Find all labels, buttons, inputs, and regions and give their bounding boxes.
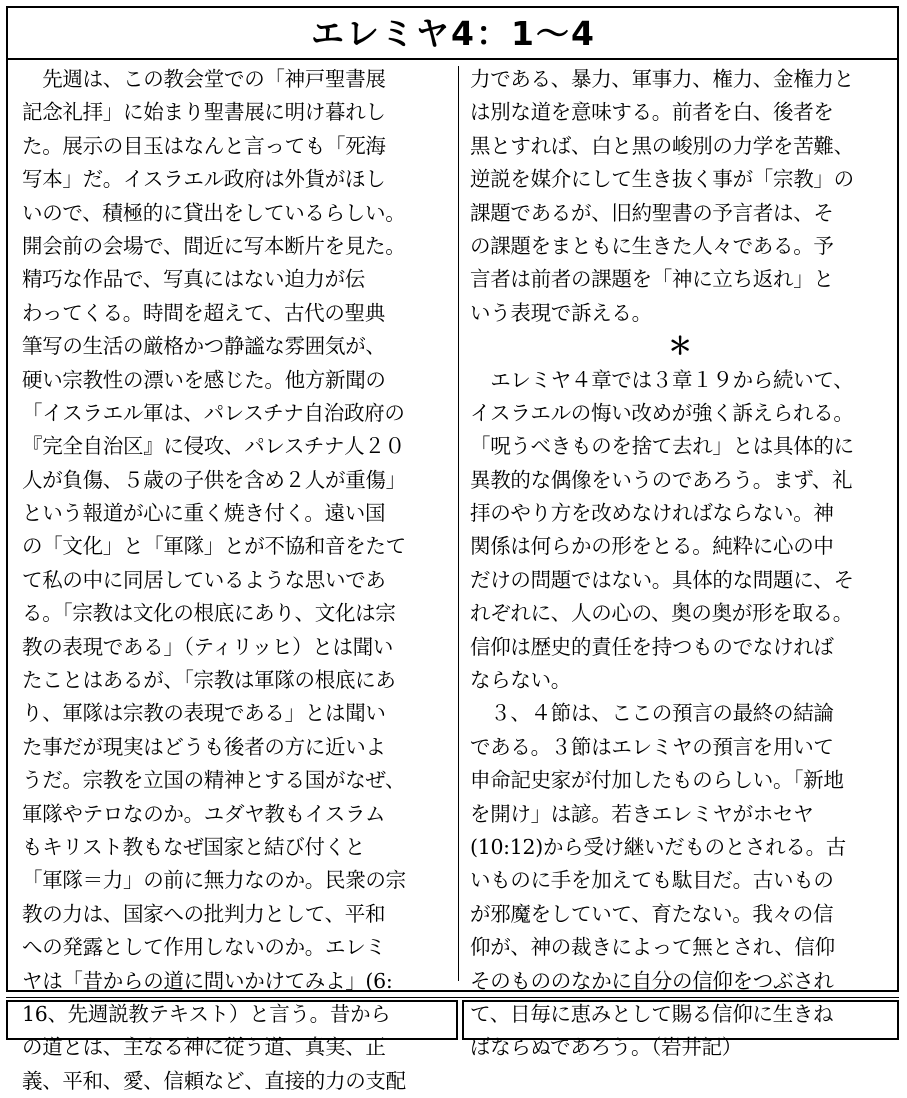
- text-line: たことはあるが、「宗教は軍隊の根底にあ: [22, 668, 396, 693]
- text-line: わってくる。時間を超えて、古代の聖典: [22, 300, 385, 325]
- text-line: 精巧な作品で、写真にはない迫力が伝: [22, 267, 365, 292]
- text-line: 軍隊やテロなのか。ユダヤ教もイスラム: [22, 801, 386, 826]
- text-line: 言者は前者の課題を「神に立ち返れ」と: [470, 267, 834, 292]
- text-line: 仰が、神の裁きによって無とされ、信仰: [470, 935, 835, 960]
- text-line: 『完全自治区』に侵攻、パレスチナ人２０: [22, 434, 405, 459]
- text-line: 「軍隊＝力」の前に無力なのか。民衆の宗: [22, 868, 406, 893]
- text-line: 開会前の会場で、間近に写本断片を見た。: [22, 233, 406, 258]
- text-line: うだ。宗教を立国の精神とする国がなぜ、: [22, 768, 406, 793]
- text-line: 記念礼拝」に始まり聖書展に明け暮れし: [22, 100, 386, 125]
- text-line: という報道が心に重く焼き付く。遠い国: [22, 501, 386, 526]
- next-article-box-left: [6, 1000, 458, 1040]
- text-line: 人が負傷、５歳の子供を含め２人が重傷」: [22, 467, 406, 492]
- text-line: いう表現で訴える。: [470, 300, 652, 325]
- column-divider: [458, 66, 459, 981]
- text-line: た。展示の目玉はなんと言っても「死海: [22, 133, 386, 158]
- text-line: への発露として作用しないのか。エレミ: [22, 935, 386, 960]
- left-column: [22, 63, 452, 1098]
- text-line: 力である、暴力、軍事力、権力、金権力と: [470, 67, 854, 91]
- text-line: ならない。: [470, 668, 571, 693]
- text-line: ３、４節は、ここの預言の最終の結論: [470, 701, 834, 726]
- section-separator: ＊: [668, 332, 692, 361]
- text-line: を開け」は諺。若きエレミヤがホセヤ: [470, 801, 814, 826]
- text-line: そのもののなかに自分の信仰をつぶされ: [470, 968, 834, 993]
- text-line: て、日毎に恵みとして賜る信仰に生きね: [470, 1001, 834, 1026]
- text-line: た事だが現実はどうも後者の方に近いよ: [22, 734, 386, 759]
- text-line: の課題をまともに生きた人々である。予: [470, 233, 834, 258]
- next-article-box-right: [462, 1000, 899, 1040]
- text-line: 「呪うべきものを捨て去れ」とは具体的に: [470, 434, 854, 459]
- text-line: 異教的な偶像をいうのであろう。まず、礼: [470, 467, 853, 492]
- title-rule: [8, 58, 899, 60]
- text-line: 関係は何らかの形をとる。純粋に心の中: [470, 534, 834, 559]
- right-column: [470, 63, 890, 1065]
- text-line: もキリスト教もなぜ国家と結び付くと: [22, 834, 365, 859]
- text-line: ヤは「昔からの道に問いかけてみよ」(6:: [22, 968, 393, 993]
- text-line: 教の力は、国家への批判力として、平和: [22, 901, 386, 926]
- text-line: の「文化」と「軍隊」とが不協和音をたて: [22, 534, 406, 559]
- text-line: いものに手を加えても駄目だ。古いもの: [470, 868, 834, 893]
- text-line: 課題であるが、旧約聖書の予言者は、そ: [470, 200, 834, 225]
- text-line: いので、積極的に貸出をしているらしい。: [22, 200, 406, 225]
- text-line: 「イスラエル軍は、パレスチナ自治政府の: [22, 400, 405, 425]
- text-line: 義、平和、愛、信頼など、直接的力の支配: [22, 1068, 406, 1093]
- text-line: 黒とすれば、白と黒の峻別の力学を苦難、: [470, 133, 854, 158]
- text-line: 申命記史家が付加したものらしい。「新地: [470, 768, 844, 793]
- text-line: エレミヤ４章では３章１９から続いて、: [470, 367, 854, 392]
- text-line: ばならぬであろう。（岩井記）: [470, 1035, 742, 1060]
- text-line: である。３節はエレミヤの預言を用いて: [470, 734, 834, 759]
- bottom-rule: [6, 997, 899, 998]
- text-line: 筆写の生活の厳格かつ静謐な雰囲気が、: [22, 334, 386, 359]
- text-line: 写本」だ。イスラエル政府は外貨がほし: [22, 167, 386, 192]
- text-line: 拝のやり方を改めなければならない。神: [470, 501, 834, 526]
- text-line: が邪魔をしていて、育たない。我々の信: [470, 901, 834, 926]
- text-line: だけの問題ではない。具体的な問題に、そ: [470, 567, 854, 592]
- text-line: 硬い宗教性の漂いを感じた。他方新聞の: [22, 367, 386, 392]
- text-line: 16、先週説教テキスト）と言う。昔から: [22, 1001, 391, 1026]
- text-line: 先週は、この教会堂での「神戸聖書展: [22, 67, 386, 91]
- text-line: り、軍隊は宗教の表現である」とは聞い: [22, 701, 386, 726]
- text-line: の道とは、主なる神に従う道、真実、正: [22, 1035, 386, 1060]
- text-line: (10:12)から受け継いだものとされる。古: [470, 834, 846, 859]
- text-line: 教の表現である」（ティリッヒ）とは聞い: [22, 634, 394, 659]
- text-line: る。「宗教は文化の根底にあり、文化は宗: [22, 601, 396, 626]
- text-line: て私の中に同居しているような思いであ: [22, 567, 386, 592]
- text-line: 信仰は歴史的責任を持つものでなければ: [470, 634, 834, 659]
- article-title: エレミヤ4：1～4: [311, 14, 596, 53]
- text-line: 逆説を媒介にして生き抜く事が「宗教」の: [470, 167, 854, 192]
- text-line: は別な道を意味する。前者を白、後者を: [470, 100, 834, 125]
- text-line: れぞれに、人の心の、奥の奥が形を取る。: [470, 601, 853, 626]
- text-line: イスラエルの悔い改めが強く訴えられる。: [470, 400, 854, 425]
